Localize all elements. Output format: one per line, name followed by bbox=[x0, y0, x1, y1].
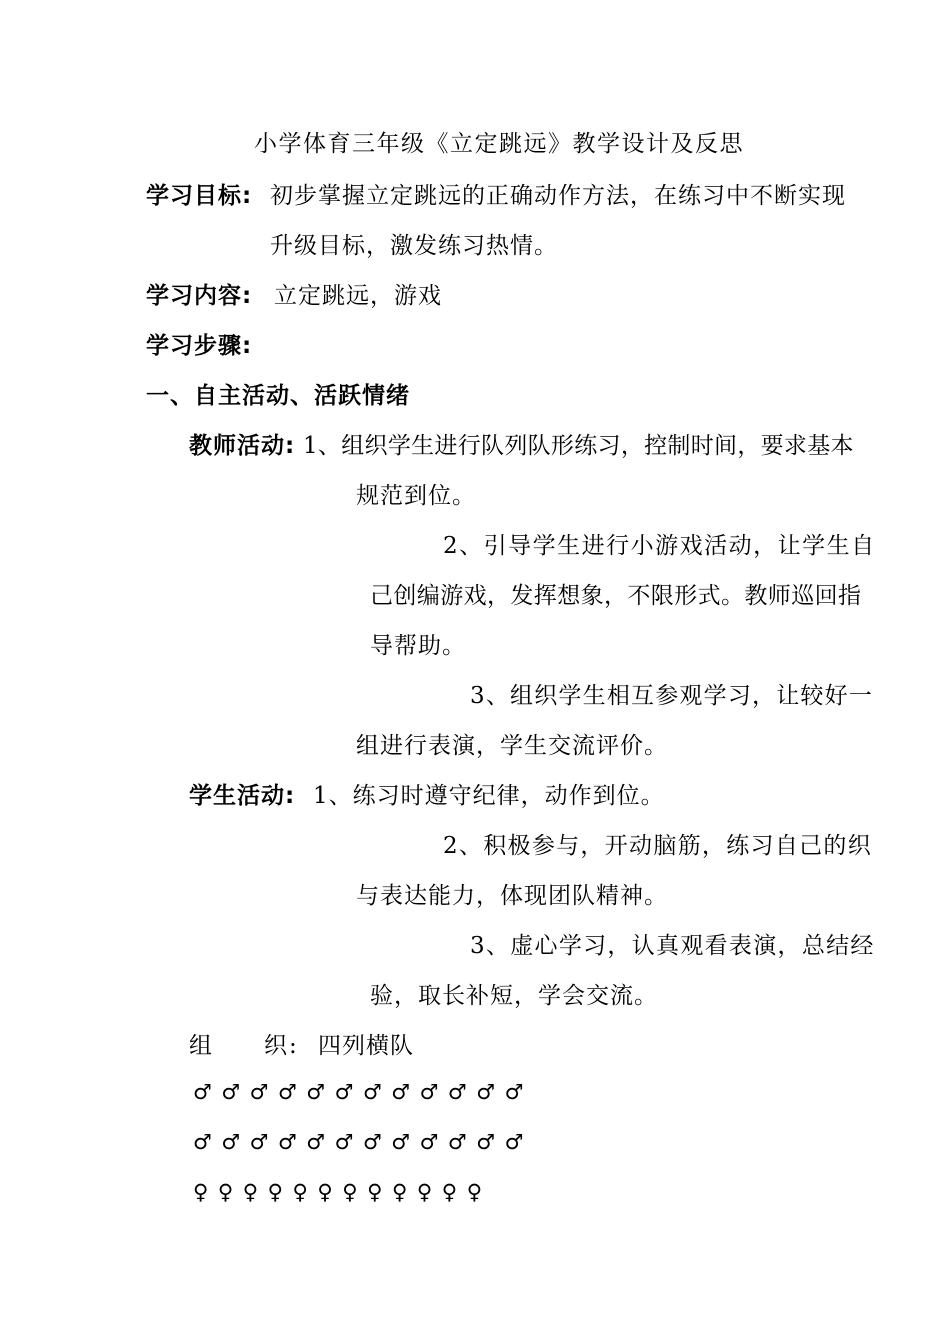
section-heading: 一、自主活动、活跃情绪 bbox=[146, 383, 410, 409]
teacher-label: 教师活动: bbox=[189, 433, 296, 459]
student-item1: 1、练习时遵守纪律，动作到位。 bbox=[313, 783, 665, 809]
student-label: 学生活动: bbox=[189, 783, 296, 809]
formation-row-male-2: ♂♂♂♂♂♂♂♂♂♂♂♂ bbox=[193, 1130, 533, 1154]
content-text: 立定跳远，游戏 bbox=[274, 283, 442, 309]
student-item3-line2: 验，取长补短，学会交流。 bbox=[370, 983, 658, 1009]
objective-label: 学习目标: bbox=[146, 183, 253, 209]
organization-label: 组 织: bbox=[189, 1033, 299, 1059]
teacher-item1-line2: 规范到位。 bbox=[356, 483, 476, 509]
student-item2-line2: 与表达能力，体现团队精神。 bbox=[356, 883, 668, 909]
objective-text-line1: 初步掌握立定跳远的正确动作方法，在练习中不断实现 bbox=[270, 183, 846, 209]
teacher-item2-line3: 导帮助。 bbox=[370, 633, 466, 659]
teacher-item3-line1: 3、组织学生相互参观学习，让较好一 bbox=[470, 683, 874, 709]
organization-text: 四列横队 bbox=[318, 1033, 414, 1059]
page-title: 小学体育三年级《立定跳远》教学设计及反思 bbox=[254, 131, 744, 157]
teacher-item2-line2: 己创编游戏，发挥想象，不限形式。教师巡回指 bbox=[370, 583, 862, 609]
teacher-item3-line2: 组进行表演，学生交流评价。 bbox=[356, 733, 668, 759]
student-item2-line1: 2、积极参与，开动脑筋，练习自己的织 bbox=[443, 833, 873, 859]
objective-text-line2: 升级目标，激发练习热情。 bbox=[270, 233, 558, 259]
teacher-item1-line1: 1、组织学生进行队列队形练习，控制时间，要求基本 bbox=[303, 433, 854, 459]
teacher-item2-line1: 2、引导学生进行小游戏活动，让学生自 bbox=[443, 533, 876, 559]
formation-row-male-1: ♂♂♂♂♂♂♂♂♂♂♂♂ bbox=[193, 1080, 533, 1104]
student-item3-line1: 3、虚心学习，认真观看表演，总结经 bbox=[470, 933, 875, 959]
content-label: 学习内容: bbox=[146, 283, 253, 309]
formation-row-female: ♀♀♀♀♀♀♀♀♀♀♀♀ bbox=[193, 1180, 492, 1204]
steps-label: 学习步骤: bbox=[146, 333, 253, 359]
